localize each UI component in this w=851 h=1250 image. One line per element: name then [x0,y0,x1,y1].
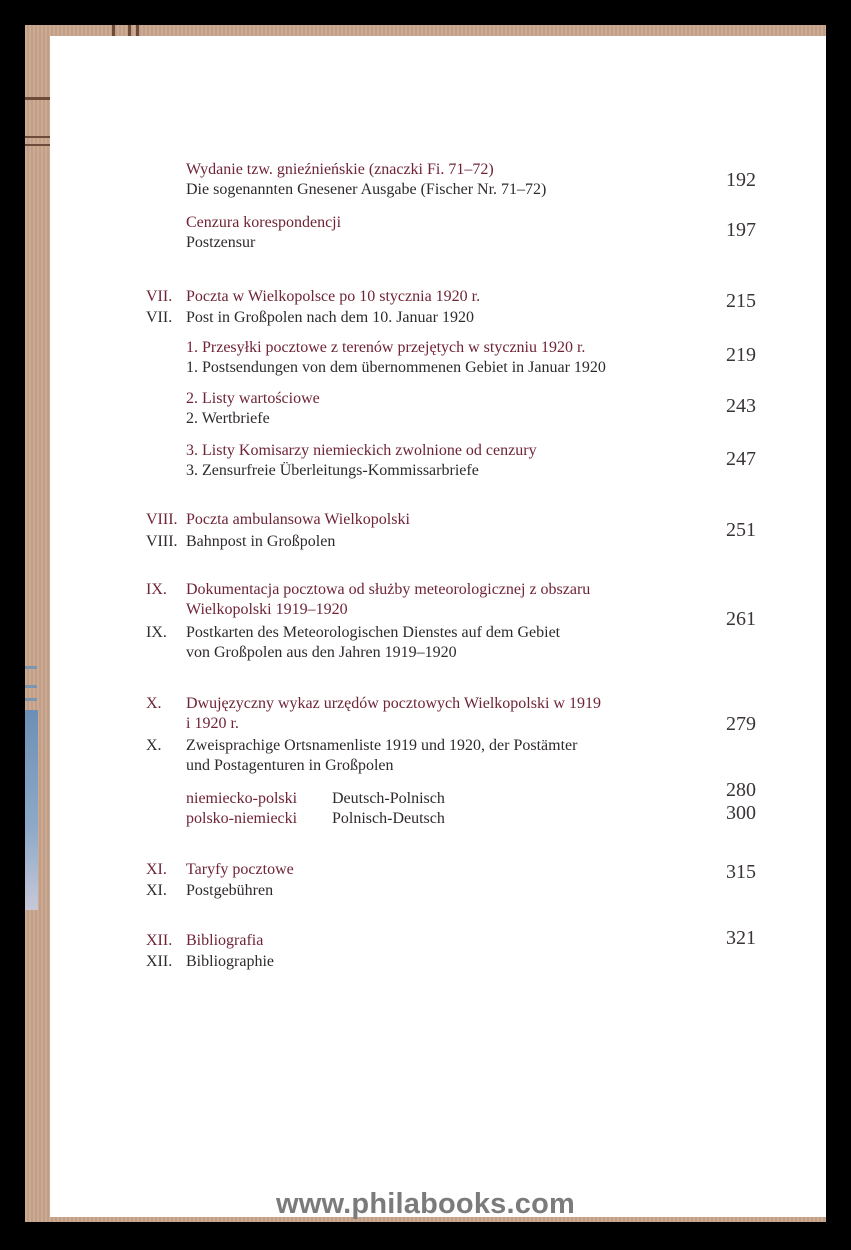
entry-title-polish: Bibliografia [186,932,264,949]
chapter-numeral: XII. [146,932,173,949]
cover-decor-line [25,144,50,146]
cover-decor-mark [25,685,37,688]
entry-title-polish-line1: Dwujęzyczny wykaz urzędów pocztowych Wielkopolski w 1919 [186,695,601,712]
page-number: 247 [726,448,756,470]
page-number: 279 [726,713,756,735]
chapter-numeral: VIII. [146,511,178,528]
chapter-numeral: XII. [146,953,173,970]
entry-title-german: Postgebühren [186,882,274,899]
chapter-numeral: XI. [146,882,167,899]
page-number: 321 [726,927,756,949]
watermark-text: www.philabooks.com [275,1188,575,1220]
part-title-german: Polnisch-Deutsch [332,810,445,827]
cover-decor-line [136,25,139,36]
part-title-german: Deutsch-Polnisch [332,790,445,807]
page-number: 219 [726,344,756,366]
chapter-numeral: VIII. [146,533,178,550]
entry-title-german-line1: Postkarten des Meteorologischen Dienstes auf dem Gebiet [186,624,561,641]
entry-title-polish: Taryfy pocztowe [186,861,294,878]
cover-decor-mark [25,666,37,669]
cover-decor-line [112,25,115,36]
cover-decor-line [128,25,131,36]
page-number: 192 [726,169,756,191]
entry-title-polish-line2: Wielkopolski 1919–1920 [186,601,348,618]
entry-title-german-line2: und Postagenturen in Großpolen [186,757,394,774]
chapter-numeral: VII. [146,309,173,326]
page-number: 215 [726,290,756,312]
page-number: 300 [726,802,756,824]
page-number: 315 [726,861,756,883]
cover-decor-mark [25,698,37,701]
entry-title-polish: 1. Przesyłki pocztowe z terenów przejętych w styczniu 1920 r. [186,339,586,356]
entry-title-german: Post in Großpolen nach dem 10. Januar 1920 [186,309,474,326]
page-number: 251 [726,519,756,541]
chapter-numeral: IX. [146,581,167,598]
entry-title-german: Bahnpost in Großpolen [186,533,336,550]
entry-title-polish-line1: Dokumentacja pocztowa od służby meteorologicznej z obszaru [186,581,591,598]
chapter-numeral: VII. [146,288,173,305]
page-number: 261 [726,608,756,630]
entry-title-german: Die sogenannten Gnesener Ausgabe (Fischer Nr. 71–72) [186,181,547,198]
entry-title-german-line1: Zweisprachige Ortsnamenliste 1919 und 1920, der Postämter [186,737,578,754]
entry-title-german: Postzensur [186,234,256,251]
entry-title-polish: Poczta ambulansowa Wielkopolski [186,511,410,528]
chapter-numeral: XI. [146,861,167,878]
cover-decor-strip [25,710,38,910]
entry-title-german: Bibliographie [186,953,274,970]
chapter-numeral: X. [146,695,162,712]
entry-title-german-line2: von Großpolen aus den Jahren 1919–1920 [186,644,457,661]
toc-page [50,36,826,1217]
entry-title-polish: Wydanie tzw. gnieźnieńskie (znaczki Fi. 71–72) [186,161,494,178]
chapter-numeral: IX. [146,624,167,641]
entry-title-polish: Cenzura korespondencji [186,214,342,231]
page-number: 197 [726,219,756,241]
entry-title-polish: 3. Listy Komisarzy niemieckich zwolnione od cenzury [186,442,537,459]
page-number: 243 [726,395,756,417]
entry-title-german: 2. Wertbriefe [186,410,270,427]
entry-title-polish: Poczta w Wielkopolsce po 10 stycznia 1920 r. [186,288,481,305]
entry-title-german: 3. Zensurfreie Überleitungs-Kommissarbriefe [186,462,479,479]
part-title-polish: polsko-niemiecki [186,810,298,827]
part-title-polish: niemiecko-polski [186,790,298,807]
chapter-numeral: X. [146,737,162,754]
page-number: 280 [726,779,756,801]
cover-decor-line [25,136,50,138]
entry-title-polish: 2. Listy wartościowe [186,390,320,407]
entry-title-polish-line2: i 1920 r. [186,715,239,732]
entry-title-german: 1. Postsendungen von dem übernommenen Gebiet in Januar 1920 [186,359,606,376]
cover-decor-line [25,97,50,100]
